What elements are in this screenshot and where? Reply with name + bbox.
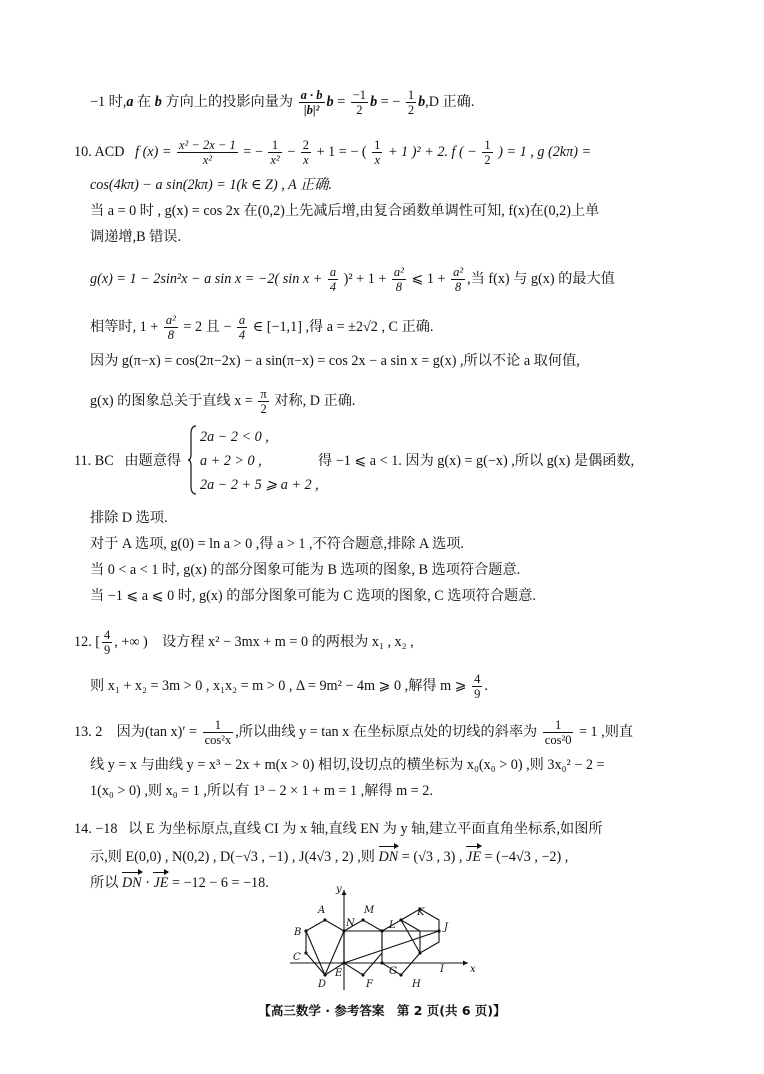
inner-line: [306, 931, 325, 975]
q11-conclusion: 得 −1 ⩽ a < 1. 因为 g(x) = g(−x) ,所以 g(x) 是偶函数,: [318, 453, 635, 469]
text: 由题意得: [124, 453, 182, 469]
numerator: 1: [203, 718, 234, 733]
label-a: A: [318, 905, 326, 916]
text: 对称, D 正确.: [270, 392, 356, 409]
fraction: [392, 265, 406, 294]
hexagon-figure: [280, 880, 480, 992]
condition-3: 2a − 2 + 5 ⩾ a + 2 ,: [200, 477, 319, 493]
text: ) = 1 , g (2kπ) =: [494, 143, 592, 160]
denominator: 8: [395, 280, 403, 294]
text: 所以: [90, 875, 122, 891]
q10-line-4: 调递增,B 错误.: [90, 229, 182, 245]
question-number: 11. BC: [74, 453, 114, 469]
label-l: L: [389, 920, 396, 931]
fraction: [482, 138, 492, 167]
text: −1 时,: [90, 93, 127, 110]
vector-b: b: [154, 93, 162, 110]
answer-interval: , +∞ ): [114, 633, 148, 650]
text: = −: [239, 143, 263, 160]
vector-b: b: [418, 93, 426, 110]
text: = (√3 , 3) ,: [398, 849, 467, 865]
numerator: 1: [374, 138, 381, 152]
line-q9-end: −1 时,a 在 b 方向上的投影向量为 $\frac{a \cdot b}{\text{|b|²}}$ b = $\frac{-1}{2}$ b = − $\frac{1}{2}$ b,D 正确.: [90, 88, 475, 117]
segment-je: [344, 931, 439, 963]
label-j: J: [444, 922, 449, 933]
text: 则 x₁ + x₂ = 3m > 0 , x₁x₂ = m > 0 , Δ = 9m² − 4m ⩾ 0 ,解得 m ⩾: [90, 677, 471, 694]
fraction: [258, 387, 268, 416]
fraction: [328, 265, 338, 294]
projection-fraction: [299, 88, 325, 117]
denominator: 2: [356, 103, 363, 117]
text: 因为(tan x)′ =: [116, 723, 201, 740]
fraction: [543, 718, 574, 747]
label-f: F: [366, 979, 373, 990]
text: 示,则 E(0,0) , N(0,2) , D(−√3 , −1) , J(4√3 , 2) ,则: [90, 849, 379, 865]
numerator: a · b: [300, 88, 323, 102]
q11-line-5: 当 −1 ⩽ a ⩽ 0 时, g(x) 的部分图象可能为 C 选项的图象, C 选项符合题意.: [90, 588, 536, 604]
q14-line-3: 所以 DN · JE = −12 − 6 = −18.: [90, 872, 269, 894]
page-footer: 【高三数学 · 参考答案 第 2 页(共 6 页)】: [258, 1003, 506, 1018]
text: ·: [141, 875, 154, 891]
text: 相等时, 1 +: [90, 318, 162, 335]
numerator: 1: [543, 718, 574, 733]
text: g(x) 的图象总关于直线 x =: [90, 392, 257, 409]
text: ∈ [−1,1] ,得 a = ±2√2 , C 正确.: [249, 318, 434, 335]
q14-line-1: [74, 818, 603, 840]
text: f (x) =: [135, 143, 175, 160]
label-k: K: [417, 907, 425, 918]
text: ,当 f(x) 与 g(x) 的最大值: [467, 270, 615, 287]
text: −: [283, 143, 299, 160]
hexagon-3: [382, 920, 420, 975]
label-h: H: [412, 979, 421, 990]
q13-line-3: 1(x₀ > 0) ,则 x₀ = 1 ,所以有 1³ − 2 × 1 + m = 1 ,解得 m = 2.: [90, 783, 433, 799]
numerator: x² − 2x − 1: [179, 138, 236, 152]
fraction: $\frac{\text{a²}}{8}$: [165, 313, 176, 342]
numerator: 4: [104, 628, 111, 642]
text: )² + 1 +: [340, 270, 390, 287]
vector-je: JE: [466, 846, 481, 868]
question-number: 10. ACD: [74, 143, 125, 160]
text: + 1 = − (: [313, 143, 367, 160]
question-number: 14. −18: [74, 821, 118, 837]
q10-line-6: [90, 313, 433, 342]
text: 方向上的投影向量为: [165, 93, 294, 110]
y-axis-arrow: [342, 890, 347, 895]
fraction: $\frac{a}{4}$: [238, 313, 246, 342]
label-d: D: [318, 979, 327, 990]
numerator: 1: [484, 138, 491, 152]
q11-line-1: [74, 450, 181, 472]
q10-line-8: [90, 387, 355, 416]
q13-line-2: 线 y = x 与曲线 y = x³ − 2x + m(x > 0) 相切,设切点的横坐标为 x₀(x₀ > 0) ,则 3x₀² − 2 =: [90, 757, 605, 773]
label-i: I: [440, 964, 444, 975]
denominator: 9: [104, 643, 111, 657]
fraction: [301, 138, 311, 167]
numerator: π: [260, 387, 267, 401]
vector-dn: DN: [379, 846, 399, 868]
denominator: 2: [484, 153, 491, 167]
numerator: a: [329, 265, 337, 279]
label-y-axis: y: [336, 884, 342, 895]
q12-line-1: 12. [ $\frac{4}{9}$ , +∞ ) 设方程 x² − 3mx + m = 0 的两根为 x₁ , x₂ ,: [74, 628, 414, 657]
question-number: 13. 2: [74, 723, 103, 740]
denominator: |b|²: [303, 103, 320, 117]
label-g: G: [389, 966, 397, 977]
text: 在: [137, 93, 152, 110]
x-axis-arrow: [463, 961, 468, 966]
denominator: 2: [407, 103, 415, 117]
numerator: 1: [407, 88, 415, 102]
condition-1: 2a − 2 < 0 ,: [200, 429, 269, 445]
q10-line-3: 当 a = 0 时 , g(x) = cos 2x 在(0,2)上先减后增,由复合函数单调性可知, f(x)在(0,2)上单: [90, 203, 600, 219]
text: .: [484, 677, 488, 694]
q11-line-3: 对于 A 选项, g(0) = ln a > 0 ,得 a > 1 ,不符合题意,排除 A 选项.: [90, 536, 464, 552]
label-b: B: [294, 927, 302, 938]
numerator: 2: [302, 138, 310, 152]
text: + 1 )² + 2. f ( −: [384, 143, 477, 160]
denominator: x: [303, 153, 309, 167]
text: ,所以曲线 y = tan x 在坐标原点处的切线的斜率为: [235, 723, 538, 740]
denominator: x²: [270, 153, 280, 167]
fraction: [177, 138, 238, 167]
denominator: x²: [202, 153, 212, 167]
fraction: [203, 718, 234, 747]
label-n: N: [346, 918, 355, 929]
text: 以 E 为坐标原点,直线 CI 为 x 轴,直线 EN 为 y 轴,建立平面直角坐标系,如图所: [128, 821, 603, 837]
text: = 2 且 −: [179, 318, 235, 335]
denominator: 4: [329, 280, 337, 294]
q10-line-7: 因为 g(π−x) = cos(2π−2x) − a sin(π−x) = cos 2x − a sin x = g(x) ,所以不论 a 取何值,: [90, 353, 580, 369]
numerator: −1: [352, 88, 367, 102]
denominator: x: [374, 153, 381, 167]
numerator: 1: [268, 138, 281, 153]
fraction: $\frac{4}{9}$: [474, 672, 481, 701]
text: ⩽ 1 +: [407, 270, 450, 287]
label-c: C: [293, 952, 301, 963]
q10-line-5: [90, 265, 615, 294]
fraction: [406, 88, 416, 117]
text: ,D 正确.: [425, 93, 475, 110]
text: g(x) = 1 − 2sin²x − a sin x = −2( sin x +: [90, 270, 326, 287]
condition-2: a + 2 > 0 ,: [200, 453, 262, 469]
vector-a: a: [126, 93, 134, 110]
q11-line-4: 当 0 < a < 1 时, g(x) 的部分图象可能为 B 选项的图象, B 选项符合题意.: [90, 562, 521, 578]
answer-fraction: [102, 628, 112, 657]
denominator: cos²0: [544, 733, 572, 747]
q10-line-1: [74, 138, 591, 167]
vector-b: b: [326, 93, 334, 110]
text: = 1 ,则直: [575, 723, 634, 740]
fraction: $\frac{\text{a²}}{8}$: [453, 265, 464, 294]
q13-line-1: [74, 718, 633, 747]
q11-line-2: 排除 D 选项.: [90, 510, 168, 526]
label-x-axis: x: [470, 964, 476, 975]
fraction: [372, 138, 382, 167]
fraction: [351, 88, 368, 117]
hexagon-1: [306, 920, 344, 975]
label-m: M: [364, 905, 375, 916]
numerator: a²: [393, 265, 404, 279]
question-number: 12.: [74, 633, 92, 650]
text: = −12 − 6 = −18.: [168, 875, 269, 891]
text: = (−4√3 , −2) ,: [481, 849, 569, 865]
fraction: [268, 138, 281, 167]
text: 设方程 x² − 3mx + m = 0 的两根为 x₁ , x₂ ,: [161, 633, 414, 650]
q14-line-2: [90, 846, 568, 868]
denominator: cos²x: [204, 733, 232, 747]
label-e: E: [335, 968, 343, 979]
denominator: 2: [260, 402, 267, 416]
q12-line-2: [90, 672, 488, 701]
system-brace: [188, 424, 198, 496]
q10-line-2: cos(4kπ) − a sin(2kπ) = 1(k ∈ Z) , A 正确.: [90, 177, 332, 193]
